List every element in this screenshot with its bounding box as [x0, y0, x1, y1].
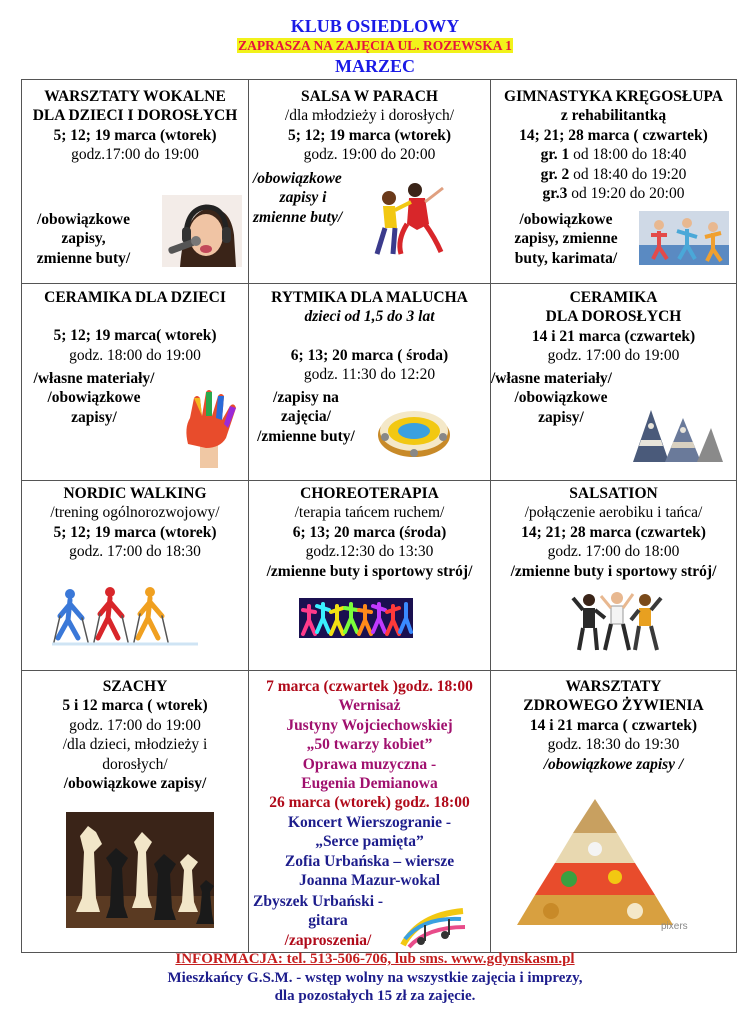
- group-time: od 18:40 do 19:20: [569, 165, 687, 183]
- event-line: „Serce pamięta”: [315, 833, 424, 851]
- cell-title: CERAMIKA: [569, 289, 658, 306]
- cell-hours: godz. 19:00 do 20:00: [303, 146, 436, 164]
- event-date: 7 marca (czwartek )godz. 18:00: [266, 678, 473, 695]
- cell-dates: 6; 13; 20 marca (środa): [292, 523, 447, 541]
- note-line: /obowiązkowe: [519, 211, 613, 228]
- event-line: Justyny Wojciechowskiej: [286, 716, 453, 734]
- ceramics-image: [625, 402, 725, 466]
- cell-dates: 6; 13; 20 marca ( środa): [290, 346, 449, 364]
- note-line: /zmienne buty/: [257, 427, 355, 445]
- cell-rytmika: [249, 284, 491, 481]
- cell-title: GIMNASTYKA KRĘGOSŁUPA: [504, 88, 723, 105]
- group-label: gr. 1: [540, 146, 570, 164]
- dancers-silhouette-image: [299, 598, 413, 638]
- event-line: gitara: [308, 912, 348, 930]
- food-pyramid-image: [495, 793, 695, 931]
- cell-note: [493, 210, 639, 268]
- cell-note: /obowiązkowe zapisy/: [63, 775, 207, 793]
- cell-title: SALSA W PARACH: [301, 88, 438, 105]
- note-line: zapisy i: [279, 189, 327, 207]
- cell-dates: 5; 12; 19 marca (wtorek): [53, 126, 217, 144]
- note-line: /obowiązkowe: [514, 389, 608, 407]
- note-line: /zapisy na: [273, 389, 339, 406]
- club-subtitle: [0, 38, 750, 54]
- event-line: Wernisaż: [338, 697, 401, 715]
- cell-subtitle: dzieci od 1,5 do 3 lat: [304, 308, 435, 326]
- event-line: Koncert Wierszogranie -: [288, 813, 451, 831]
- schedule-row: [22, 80, 737, 284]
- singer-image: [162, 195, 242, 267]
- cell-warsztaty-wokalne: [22, 80, 249, 284]
- tambourine-image: [375, 405, 453, 461]
- cell-subtitle: /dla dzieci, młodzieży i: [62, 736, 208, 754]
- info-line: INFORMACJA: tel. 513-506-706, lub sms. www.gdynskasm.pl: [175, 951, 575, 967]
- cell-title: WARSZTATY WOKALNE: [44, 88, 226, 105]
- group-line: [491, 165, 736, 184]
- music-notes-image: [399, 905, 467, 949]
- group-time: od 19:20 do 20:00: [567, 185, 685, 203]
- cell-title: SALSATION: [569, 485, 658, 502]
- note-line: zapisy/: [538, 408, 584, 426]
- event-line: „50 twarzy kobiet”: [306, 736, 433, 754]
- cell-subtitle: z rehabilitantką: [560, 107, 667, 125]
- schedule-row: [22, 671, 737, 953]
- cell-dates: 14; 21; 28 marca ( czwartek): [519, 126, 708, 144]
- cell-dates: 5; 12; 19 marca( wtorek): [53, 327, 217, 345]
- cell-hours: godz.12:30 do 13:30: [305, 543, 434, 561]
- cell-choreoterapia: [249, 481, 491, 671]
- cell-ceramika-dzieci: [22, 284, 249, 481]
- spacer: [22, 307, 248, 326]
- cell-subtitle: /połączenie aerobiku i tańca/: [524, 504, 703, 522]
- event-date: 26 marca (wtorek) godz. 18:00: [269, 794, 470, 812]
- note-line: zapisy, zmienne: [514, 230, 618, 248]
- cell-subtitle: /dla młodzieży i dorosłych/: [284, 107, 455, 125]
- cell-title: DLA DZIECI I DOROSŁYCH: [32, 107, 238, 125]
- cell-gimnastyka: [491, 80, 737, 284]
- cell-nordic-walking: [22, 481, 249, 671]
- cell-hours: godz. 18:30 do 19:30: [547, 736, 680, 754]
- note-line: zapisy/: [71, 408, 117, 426]
- club-subtitle-text: ZAPRASZA NA ZAJĘCIA UL. ROZEWSKA 1: [238, 38, 512, 53]
- cell-subtitle: dorosłych/: [102, 755, 168, 773]
- cell-hours: godz. 11:30 do 12:20: [303, 366, 436, 384]
- info-line: Mieszkańcy G.S.M. - wstęp wolny na wszystkie zajęcia i imprezy,: [167, 970, 583, 986]
- cell-title: SZACHY: [102, 678, 168, 695]
- chess-pieces-image: [66, 812, 214, 928]
- painted-hand-image: [174, 388, 240, 468]
- cell-hours: godz. 18:00 do 19:00: [69, 346, 201, 364]
- salsa-dancers-image: [367, 180, 447, 258]
- note-line: /własne materiały/: [33, 370, 155, 387]
- group-line: [491, 145, 736, 164]
- note-line: buty, karimata/: [514, 249, 618, 267]
- note-line: /obowiązkowe: [47, 389, 141, 407]
- group-time: od 18:00 do 18:40: [569, 146, 687, 164]
- event-line: Zofia Urbańska – wiersze: [284, 852, 455, 870]
- cell-szachy: [22, 671, 249, 953]
- cell-hours: godz.17:00 do 19:00: [71, 146, 199, 164]
- cell-title: CHOREOTERAPIA: [300, 485, 439, 502]
- cell-hours: godz. 17:00 do 18:00: [547, 543, 680, 561]
- cell-wydarzenia: [249, 671, 491, 953]
- cell-subtitle: /trening ogólnorozwojowy/: [50, 504, 220, 522]
- event-line: Oprawa muzyczna -: [302, 755, 437, 773]
- schedule-row: [22, 284, 737, 481]
- watermark: pixers: [661, 921, 688, 932]
- event-line: Zbyszek Urbański -: [253, 893, 384, 910]
- cell-note: [26, 210, 141, 268]
- cell-subtitle: /terapia tańcem ruchem/: [294, 504, 445, 522]
- gymnastics-image: [639, 211, 729, 265]
- event-line: Eugenia Demianowa: [301, 775, 438, 793]
- info-line: dla pozostałych 15 zł za zajęcie.: [274, 988, 476, 1004]
- cell-note: /zmienne buty i sportowy strój/: [266, 562, 473, 580]
- cell-dates: 5; 12; 19 marca (wtorek): [288, 126, 451, 144]
- event-note: [253, 892, 403, 950]
- cell-dates: 14 i 21 marca ( czwartek): [529, 716, 698, 734]
- note-line: zmienne buty/: [36, 249, 131, 267]
- cell-note: [26, 369, 162, 427]
- group-line: [491, 184, 736, 203]
- note-line: zapisy,: [61, 230, 106, 248]
- cell-salsation: [491, 481, 737, 671]
- schedule-table: [21, 79, 737, 953]
- cell-note: [253, 388, 359, 446]
- cell-dates: 5 i 12 marca ( wtorek): [62, 697, 208, 715]
- cell-dates: 14; 21; 28 marca (czwartek): [521, 523, 706, 541]
- group-label: gr.3: [542, 185, 568, 203]
- cell-title: WARSZTATY: [565, 678, 662, 695]
- event-line: Joanna Mazur-wokal: [298, 872, 441, 890]
- cell-title: CERAMIKA DLA DZIECI: [44, 289, 226, 306]
- cell-hours: godz. 17:00 do 19:00: [69, 716, 201, 734]
- cell-title: NORDIC WALKING: [63, 485, 207, 502]
- note-line: /obowiązkowe: [37, 211, 130, 228]
- cell-note: [253, 169, 353, 227]
- cell-hours: godz. 17:00 do 19:00: [547, 347, 680, 365]
- note-line: zmienne buty/: [253, 208, 343, 226]
- month-title: MARZEC: [335, 56, 415, 76]
- cell-note: /zmienne buty i sportowy strój/: [510, 562, 717, 580]
- note-line: /własne materiały/: [491, 370, 612, 387]
- cell-dates: 14 i 21 marca (czwartek): [531, 327, 696, 345]
- cell-salsa: [249, 80, 491, 284]
- note-line: /obowiązkowe: [253, 170, 342, 187]
- spacer: [249, 327, 490, 346]
- schedule-row: [22, 481, 737, 671]
- note-line: zajęcia/: [281, 408, 331, 426]
- cell-title: ZDROWEGO ŻYWIENIA: [523, 697, 704, 715]
- cell-hours: godz. 17:00 do 18:30: [69, 543, 201, 561]
- cell-dates: 5; 12; 19 marca (wtorek): [53, 523, 217, 541]
- cell-note: [491, 369, 631, 427]
- club-title: KLUB OSIEDLOWY: [290, 16, 460, 36]
- nordic-walkers-image: [52, 584, 198, 646]
- group-label: gr. 2: [540, 165, 570, 183]
- cell-title: DLA DOROSŁYCH: [545, 308, 682, 326]
- event-line: /zaproszenia/: [284, 931, 372, 949]
- cell-zdrowe-zywienie: [491, 671, 737, 953]
- cell-ceramika-doroslych: [491, 284, 737, 481]
- cell-note: /obowiązkowe zapisy /: [543, 755, 684, 773]
- cell-title: RYTMIKA DLA MALUCHA: [271, 289, 468, 306]
- salsation-dancers-image: [571, 588, 663, 652]
